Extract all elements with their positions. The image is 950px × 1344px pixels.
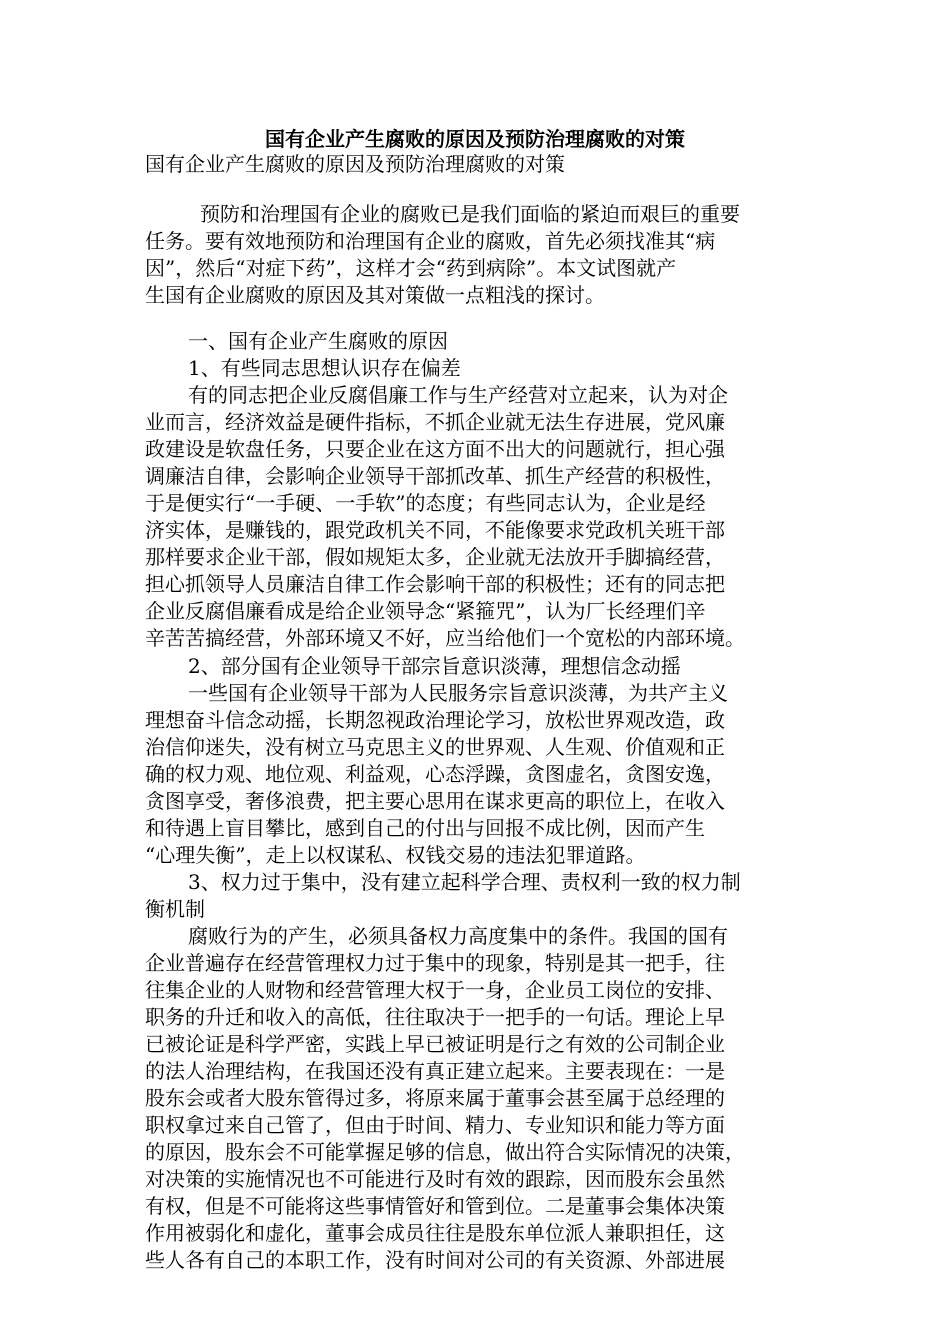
text-line: 业而言，经济效益是硬件指标，不抓企业就无法生存进展，党风廉 bbox=[145, 410, 725, 434]
text-line: 的原因，股东会不可能掌握足够的信息，做出符合实际情况的决策， bbox=[145, 1140, 745, 1164]
text-line: 一些国有企业领导干部为人民服务宗旨意识淡薄，为共产主义 bbox=[188, 681, 728, 705]
text-line: 有权，但是不可能将这些事情管好和管到位。二是董事会集体决策 bbox=[145, 1194, 725, 1218]
subsection-heading: 1、有些同志思想认识存在偏差 bbox=[188, 356, 461, 380]
subtitle-line: 国有企业产生腐败的原因及预防治理腐败的对策 bbox=[145, 152, 565, 176]
text-line: 理想奋斗信念动摇，长期忽视政治理论学习，放松世界观改造，政 bbox=[145, 708, 725, 732]
text-line: 对决策的实施情况也不可能进行及时有效的跟踪，因而股东会虽然 bbox=[145, 1167, 725, 1191]
text-line: 济实体，是赚钱的，跟党政机关不同，不能像要求党政机关班干部 bbox=[145, 518, 725, 542]
text-line: 任务。要有效地预防和治理国有企业的腐败，首先必须找准其“病 bbox=[145, 229, 716, 253]
text-line: 作用被弱化和虚化，董事会成员往往是股东单位派人兼职担任，这 bbox=[145, 1221, 725, 1245]
text-line: 腐败行为的产生，必须具备权力高度集中的条件。我国的国有 bbox=[188, 924, 728, 948]
text-line: 往集企业的人财物和经营管理大权于一身，企业员工岗位的安排、 bbox=[145, 978, 725, 1002]
text-line: 担心抓领导人员廉洁自律工作会影响干部的积极性；还有的同志把 bbox=[145, 572, 725, 596]
text-line: 生国有企业腐败的原因及其对策做一点粗浅的探讨。 bbox=[145, 283, 605, 307]
document-title: 国有企业产生腐败的原因及预防治理腐败的对策 bbox=[265, 127, 685, 151]
text-line: 政建设是软盘任务，只要企业在这方面不出大的问题就行，担心强 bbox=[145, 437, 725, 461]
text-line: 职权拿过来自己管了，但由于时间、精力、专业知识和能力等方面 bbox=[145, 1113, 725, 1137]
text-line: 职务的升迁和收入的高低，往往取决于一把手的一句话。理论上早 bbox=[145, 1005, 725, 1029]
text-line: 企业反腐倡廉看成是给企业领导念“紧箍咒”，认为厂长经理们辛 bbox=[145, 599, 706, 623]
text-line: 的法人治理结构，在我国还没有真正建立起来。主要表现在：一是 bbox=[145, 1059, 725, 1083]
text-line: 贪图享受，奢侈浪费，把主要心思用在谋求更高的职位上，在收入 bbox=[145, 789, 725, 813]
text-line: 那样要求企业干部，假如规矩太多，企业就无法放开手脚搞经营， bbox=[145, 545, 725, 569]
text-line: 辛苦苦搞经营，外部环境又不好，应当给他们一个宽松的内部环境。 bbox=[145, 626, 745, 650]
text-line: 股东会或者大股东管得过多，将原来属于董事会甚至属于总经理的 bbox=[145, 1086, 725, 1110]
text-line: 调廉洁自律，会影响企业领导干部抓改革、抓生产经营的积极性， bbox=[145, 464, 725, 488]
text-line: “心理失衡”，走上以权谋私、权钱交易的违法犯罪道路。 bbox=[145, 843, 646, 867]
text-line: 确的权力观、地位观、利益观，心态浮躁，贪图虚名，贪图安逸， bbox=[145, 762, 725, 786]
text-line: 于是便实行“一手硬、一手软”的态度；有些同志认为，企业是经 bbox=[145, 491, 706, 515]
text-line: 和待遇上盲目攀比，感到自己的付出与回报不成比例，因而产生 bbox=[145, 816, 705, 840]
text-line: 已被论证是科学严密，实践上早已被证明是行之有效的公司制企业 bbox=[145, 1032, 725, 1056]
text-line: 有的同志把企业反腐倡廉工作与生产经营对立起来，认为对企 bbox=[188, 383, 728, 407]
subsection-heading: 3、权力过于集中，没有建立起科学合理、责权利一致的权力制 bbox=[188, 870, 741, 894]
text-line: 治信仰迷失，没有树立马克思主义的世界观、人生观、价值观和正 bbox=[145, 735, 725, 759]
subsection-heading: 2、部分国有企业领导干部宗旨意识淡薄，理想信念动摇 bbox=[188, 654, 681, 678]
text-line: 预防和治理国有企业的腐败已是我们面临的紧迫而艰巨的重要 bbox=[200, 202, 740, 226]
section-heading: 一、国有企业产生腐败的原因 bbox=[188, 329, 448, 353]
text-line: 衡机制 bbox=[145, 897, 205, 921]
text-line: 因”，然后“对症下药”，这样才会“药到病除”。本文试图就产 bbox=[145, 256, 677, 280]
text-line: 些人各有自己的本职工作，没有时间对公司的有关资源、外部进展 bbox=[145, 1248, 725, 1272]
text-line: 企业普遍存在经营管理权力过于集中的现象，特别是其一把手，往 bbox=[145, 951, 725, 975]
